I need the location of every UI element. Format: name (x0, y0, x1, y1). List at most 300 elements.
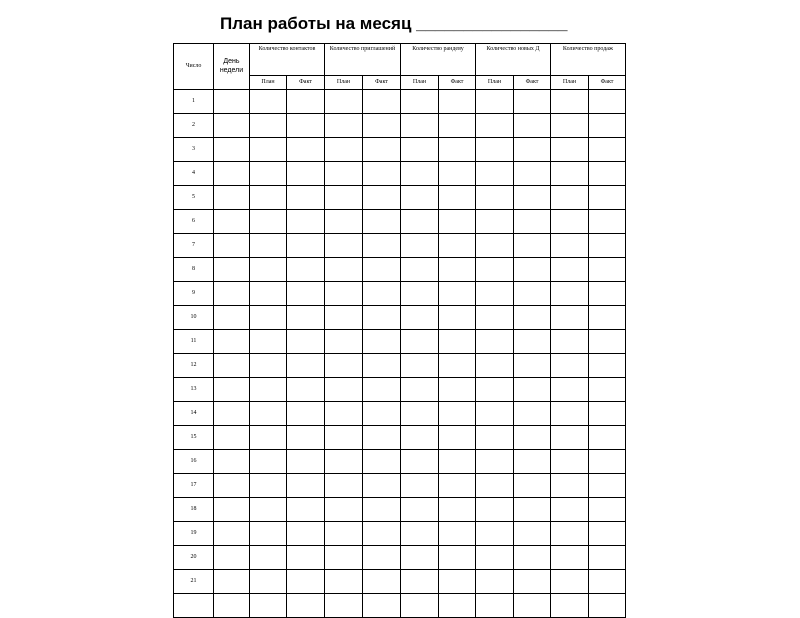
entry-cell (250, 114, 287, 138)
entry-cell (250, 330, 287, 354)
entry-cell (439, 306, 476, 330)
entry-cell (439, 594, 476, 618)
entry-cell (401, 426, 439, 450)
entry-cell (325, 594, 363, 618)
entry-cell (439, 570, 476, 594)
entry-cell (287, 570, 325, 594)
entry-cell (439, 378, 476, 402)
row-number: 8 (174, 258, 214, 282)
entry-cell (250, 282, 287, 306)
entry-cell (514, 354, 551, 378)
entry-cell (476, 570, 514, 594)
header-plan: План (551, 76, 589, 90)
row-number: 19 (174, 522, 214, 546)
table-row (174, 474, 626, 498)
entry-cell (476, 210, 514, 234)
entry-cell (514, 138, 551, 162)
entry-cell (476, 258, 514, 282)
weekday-cell (214, 402, 250, 426)
entry-cell (589, 498, 626, 522)
entry-cell (514, 474, 551, 498)
row-number: 16 (174, 450, 214, 474)
entry-cell (401, 114, 439, 138)
entry-cell (439, 522, 476, 546)
entry-cell (551, 570, 589, 594)
entry-cell (476, 90, 514, 114)
row-number: 6 (174, 210, 214, 234)
entry-cell (476, 330, 514, 354)
entry-cell (287, 522, 325, 546)
entry-cell (325, 426, 363, 450)
header-plan: План (325, 76, 363, 90)
entry-cell (476, 234, 514, 258)
entry-cell (250, 306, 287, 330)
entry-cell (514, 186, 551, 210)
table-row (174, 546, 626, 570)
entry-cell (325, 522, 363, 546)
entry-cell (439, 258, 476, 282)
entry-cell (250, 450, 287, 474)
header-fact: Факт (363, 76, 401, 90)
table-row (174, 402, 626, 426)
weekday-cell (214, 306, 250, 330)
row-number: 13 (174, 378, 214, 402)
table-row (174, 114, 626, 138)
header-group-new-d: Количество новых Д (476, 44, 551, 76)
entry-cell (401, 402, 439, 426)
header-number: Число (174, 44, 214, 90)
entry-cell (476, 594, 514, 618)
entry-cell (363, 162, 401, 186)
entry-cell (514, 498, 551, 522)
entry-cell (589, 330, 626, 354)
entry-cell (551, 90, 589, 114)
entry-cell (325, 258, 363, 282)
entry-cell (363, 330, 401, 354)
table-row (174, 330, 626, 354)
entry-cell (439, 138, 476, 162)
entry-cell (551, 426, 589, 450)
row-number: 1 (174, 90, 214, 114)
entry-cell (589, 234, 626, 258)
entry-cell (551, 450, 589, 474)
entry-cell (439, 114, 476, 138)
entry-cell (401, 330, 439, 354)
header-plan: План (476, 76, 514, 90)
entry-cell (363, 522, 401, 546)
entry-cell (476, 282, 514, 306)
entry-cell (514, 90, 551, 114)
entry-cell (250, 186, 287, 210)
entry-cell (325, 402, 363, 426)
entry-cell (439, 354, 476, 378)
entry-cell (439, 450, 476, 474)
table-row (174, 522, 626, 546)
entry-cell (589, 354, 626, 378)
table-row (174, 306, 626, 330)
entry-cell (439, 546, 476, 570)
table-row (174, 162, 626, 186)
table-row (174, 282, 626, 306)
header-weekday: День недели (214, 44, 250, 90)
entry-cell (589, 426, 626, 450)
entry-cell (551, 378, 589, 402)
entry-cell (514, 402, 551, 426)
entry-cell (439, 474, 476, 498)
entry-cell (589, 570, 626, 594)
entry-cell (287, 450, 325, 474)
entry-cell (363, 258, 401, 282)
entry-cell (476, 522, 514, 546)
entry-cell (287, 306, 325, 330)
entry-cell (287, 234, 325, 258)
entry-cell (551, 258, 589, 282)
entry-cell (514, 114, 551, 138)
entry-cell (551, 498, 589, 522)
entry-cell (250, 546, 287, 570)
entry-cell (325, 234, 363, 258)
header-plan: План (250, 76, 287, 90)
weekday-cell (214, 378, 250, 402)
entry-cell (476, 186, 514, 210)
table-row (174, 450, 626, 474)
entry-cell (476, 546, 514, 570)
table-row (174, 354, 626, 378)
entry-cell (363, 282, 401, 306)
entry-cell (439, 210, 476, 234)
entry-cell (476, 474, 514, 498)
entry-cell (401, 186, 439, 210)
entry-cell (514, 546, 551, 570)
header-fact: Факт (287, 76, 325, 90)
entry-cell (325, 354, 363, 378)
entry-cell (287, 378, 325, 402)
entry-cell (250, 402, 287, 426)
row-number: 17 (174, 474, 214, 498)
entry-cell (514, 162, 551, 186)
row-number: 11 (174, 330, 214, 354)
table-row (174, 498, 626, 522)
entry-cell (401, 162, 439, 186)
entry-cell (250, 210, 287, 234)
row-number (174, 594, 214, 618)
weekday-cell (214, 522, 250, 546)
entry-cell (287, 354, 325, 378)
entry-cell (325, 498, 363, 522)
entry-cell (287, 546, 325, 570)
entry-cell (325, 570, 363, 594)
row-number: 4 (174, 162, 214, 186)
entry-cell (401, 450, 439, 474)
entry-cell (551, 474, 589, 498)
entry-cell (476, 378, 514, 402)
weekday-cell (214, 210, 250, 234)
entry-cell (401, 138, 439, 162)
table-row (174, 258, 626, 282)
entry-cell (250, 90, 287, 114)
entry-cell (401, 522, 439, 546)
entry-cell (250, 234, 287, 258)
entry-cell (325, 210, 363, 234)
entry-cell (287, 210, 325, 234)
table-row (174, 594, 626, 618)
entry-cell (287, 138, 325, 162)
entry-cell (401, 234, 439, 258)
entry-cell (401, 474, 439, 498)
weekday-cell (214, 570, 250, 594)
table-row (174, 570, 626, 594)
entry-cell (589, 138, 626, 162)
entry-cell (363, 450, 401, 474)
entry-cell (363, 498, 401, 522)
entry-cell (589, 210, 626, 234)
entry-cell (287, 474, 325, 498)
entry-cell (514, 234, 551, 258)
entry-cell (363, 378, 401, 402)
entry-cell (551, 162, 589, 186)
entry-cell (589, 522, 626, 546)
entry-cell (589, 474, 626, 498)
entry-cell (551, 594, 589, 618)
table-row (174, 138, 626, 162)
entry-cell (250, 474, 287, 498)
table-row (174, 210, 626, 234)
table-row (174, 426, 626, 450)
entry-cell (401, 210, 439, 234)
entry-cell (589, 546, 626, 570)
entry-cell (589, 186, 626, 210)
entry-cell (476, 114, 514, 138)
entry-cell (401, 498, 439, 522)
entry-cell (287, 402, 325, 426)
entry-cell (439, 162, 476, 186)
entry-cell (589, 402, 626, 426)
row-number: 7 (174, 234, 214, 258)
entry-cell (325, 162, 363, 186)
entry-cell (476, 450, 514, 474)
entry-cell (250, 522, 287, 546)
row-number: 21 (174, 570, 214, 594)
entry-cell (589, 90, 626, 114)
weekday-cell (214, 90, 250, 114)
entry-cell (363, 354, 401, 378)
weekday-cell (214, 594, 250, 618)
entry-cell (589, 114, 626, 138)
entry-cell (439, 234, 476, 258)
entry-cell (363, 546, 401, 570)
header-group-contacts: Количество контактов (250, 44, 325, 76)
entry-cell (589, 162, 626, 186)
entry-cell (250, 258, 287, 282)
entry-cell (363, 306, 401, 330)
row-number: 12 (174, 354, 214, 378)
entry-cell (287, 162, 325, 186)
entry-cell (363, 114, 401, 138)
entry-cell (514, 570, 551, 594)
entry-cell (325, 114, 363, 138)
entry-cell (514, 258, 551, 282)
entry-cell (514, 282, 551, 306)
entry-cell (287, 186, 325, 210)
entry-cell (589, 450, 626, 474)
row-number: 9 (174, 282, 214, 306)
entry-cell (476, 138, 514, 162)
entry-cell (401, 90, 439, 114)
entry-cell (287, 594, 325, 618)
entry-cell (476, 498, 514, 522)
weekday-cell (214, 234, 250, 258)
entry-cell (589, 378, 626, 402)
entry-cell (363, 90, 401, 114)
entry-cell (589, 594, 626, 618)
entry-cell (325, 186, 363, 210)
entry-cell (551, 306, 589, 330)
weekday-cell (214, 114, 250, 138)
entry-cell (551, 210, 589, 234)
entry-cell (250, 594, 287, 618)
entry-cell (250, 162, 287, 186)
weekday-cell (214, 498, 250, 522)
entry-cell (551, 330, 589, 354)
entry-cell (250, 354, 287, 378)
weekday-cell (214, 426, 250, 450)
table-row (174, 378, 626, 402)
weekday-cell (214, 258, 250, 282)
entry-cell (514, 426, 551, 450)
entry-cell (551, 114, 589, 138)
entry-cell (551, 186, 589, 210)
header-group-meetings: Количество рандеву (401, 44, 476, 76)
entry-cell (325, 138, 363, 162)
entry-cell (325, 546, 363, 570)
entry-cell (551, 282, 589, 306)
entry-cell (401, 570, 439, 594)
table-row (174, 186, 626, 210)
entry-cell (476, 354, 514, 378)
entry-cell (514, 594, 551, 618)
row-number: 18 (174, 498, 214, 522)
entry-cell (439, 498, 476, 522)
weekday-cell (214, 186, 250, 210)
entry-cell (476, 402, 514, 426)
monthly-plan-table (173, 43, 626, 618)
entry-cell (287, 282, 325, 306)
weekday-cell (214, 282, 250, 306)
entry-cell (250, 498, 287, 522)
entry-cell (401, 306, 439, 330)
entry-cell (551, 522, 589, 546)
entry-cell (476, 162, 514, 186)
entry-cell (325, 474, 363, 498)
entry-cell (363, 210, 401, 234)
entry-cell (363, 594, 401, 618)
weekday-cell (214, 162, 250, 186)
entry-cell (514, 378, 551, 402)
entry-cell (287, 330, 325, 354)
entry-cell (589, 258, 626, 282)
row-number: 10 (174, 306, 214, 330)
entry-cell (363, 474, 401, 498)
entry-cell (325, 450, 363, 474)
entry-cell (325, 378, 363, 402)
entry-cell (514, 450, 551, 474)
row-number: 2 (174, 114, 214, 138)
entry-cell (401, 594, 439, 618)
entry-cell (287, 90, 325, 114)
entry-cell (439, 426, 476, 450)
header-plan: План (401, 76, 439, 90)
entry-cell (439, 186, 476, 210)
entry-cell (589, 306, 626, 330)
entry-cell (363, 402, 401, 426)
entry-cell (551, 402, 589, 426)
entry-cell (287, 498, 325, 522)
entry-cell (551, 234, 589, 258)
entry-cell (287, 114, 325, 138)
table-body (174, 90, 626, 618)
weekday-cell (214, 450, 250, 474)
entry-cell (363, 138, 401, 162)
entry-cell (363, 570, 401, 594)
entry-cell (250, 378, 287, 402)
entry-cell (363, 426, 401, 450)
row-number: 5 (174, 186, 214, 210)
entry-cell (401, 354, 439, 378)
entry-cell (325, 306, 363, 330)
entry-cell (287, 426, 325, 450)
entry-cell (439, 330, 476, 354)
row-number: 3 (174, 138, 214, 162)
weekday-cell (214, 330, 250, 354)
page-title: План работы на месяц ________________ (220, 14, 568, 33)
entry-cell (250, 570, 287, 594)
entry-cell (514, 330, 551, 354)
entry-cell (250, 426, 287, 450)
entry-cell (325, 90, 363, 114)
weekday-cell (214, 546, 250, 570)
entry-cell (325, 330, 363, 354)
weekday-cell (214, 474, 250, 498)
entry-cell (439, 402, 476, 426)
entry-cell (514, 210, 551, 234)
entry-cell (401, 258, 439, 282)
entry-cell (589, 282, 626, 306)
header-fact: Факт (589, 76, 626, 90)
entry-cell (476, 306, 514, 330)
header-fact: Факт (439, 76, 476, 90)
weekday-cell (214, 354, 250, 378)
header-fact: Факт (514, 76, 551, 90)
entry-cell (476, 426, 514, 450)
entry-cell (287, 258, 325, 282)
entry-cell (363, 186, 401, 210)
entry-cell (401, 546, 439, 570)
entry-cell (401, 378, 439, 402)
header-group-sales: Количество продаж (551, 44, 626, 76)
entry-cell (439, 90, 476, 114)
header-group-invitations: Количество приглашений (325, 44, 401, 76)
row-number: 14 (174, 402, 214, 426)
entry-cell (439, 282, 476, 306)
entry-cell (363, 234, 401, 258)
entry-cell (325, 282, 363, 306)
entry-cell (551, 138, 589, 162)
entry-cell (551, 354, 589, 378)
entry-cell (551, 546, 589, 570)
row-number: 15 (174, 426, 214, 450)
entry-cell (250, 138, 287, 162)
entry-cell (401, 282, 439, 306)
